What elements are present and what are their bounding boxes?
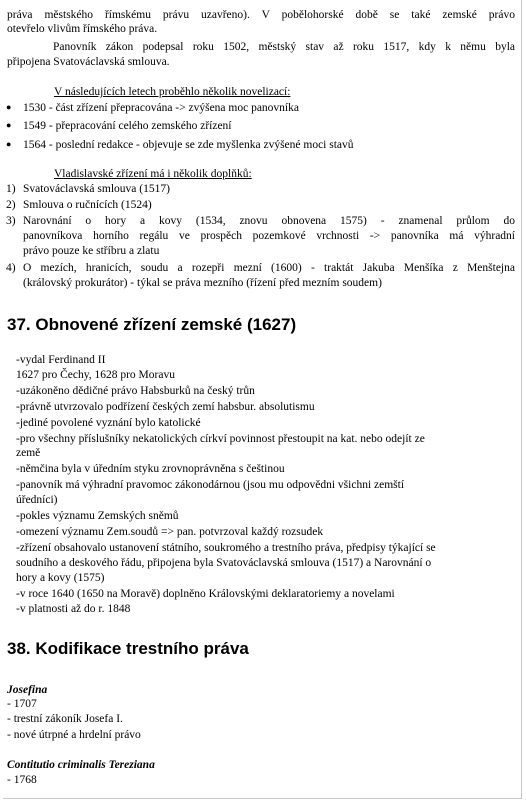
novelizace-item: 1549 - přepracování celého zemského zřízení: [23, 120, 232, 132]
section-38-title: 38. Kodifikace trestního práva: [7, 639, 249, 658]
list-number: 1): [6, 183, 16, 195]
doplnky-item: O mezích, hranicích, soudu a rozepři mezní (1600) - traktát Jakuba Menšíka z Menštejna: [23, 262, 515, 274]
section-37-line: -v platnosti až do r. 1848: [16, 603, 131, 615]
bullet-icon: ●: [6, 120, 12, 130]
tereziana-heading: Contitutio criminalis Tereziana: [7, 759, 155, 771]
doplnky-item-cont: právo pouze ke stříbru a zlatu: [23, 245, 160, 257]
section-37-line: -uzákoněno dědičné právo Habsburků na český trůn: [16, 385, 255, 397]
novelizace-heading: V následujících letech proběhlo několik novelizací:: [54, 86, 291, 98]
josefina-line: - trestní zákoník Josefa I.: [7, 713, 123, 725]
intro-line-2: otevřelo vlivům římského práva.: [7, 23, 158, 35]
section-37-line: -vydal Ferdinand II: [16, 354, 106, 366]
josefina-heading: Josefina: [7, 684, 48, 696]
section-37-line: 1627 pro Čechy, 1628 pro Moravu: [16, 369, 175, 381]
section-37-line: -pokles významu Zemských sněmů: [16, 510, 179, 522]
josefina-line: - nové útrpné a hrdelní právo: [7, 729, 141, 741]
doplnky-item-cont: (královský prokurátor) - týkal se práva mezního (řízení před mezním soudem): [23, 277, 382, 289]
list-number: 4): [6, 262, 16, 274]
tereziana-line: - 1768: [7, 774, 37, 786]
section-37-line: úředníci): [16, 494, 58, 506]
section-37-line: -jediné povolené vyznání bylo katolické: [16, 417, 201, 429]
bullet-icon: ●: [6, 102, 12, 112]
doplnky-item: Narovnání o hory a kovy (1534, znovu obnovena 1575) - znamenal průlom do: [23, 215, 515, 227]
intro-line-4: připojena Svatováclavská smlouva.: [7, 56, 170, 68]
section-37-line: země: [16, 447, 41, 459]
bullet-icon: ●: [6, 139, 12, 149]
doplnky-heading: Vladislavské zřízení má i několik doplňků:: [54, 168, 252, 180]
section-37-line: soudního a deskového řádu, připojena byla Svatováclavská smlouva (1517) a Narovnání o: [16, 557, 432, 569]
doplnky-item: Smlouva o ručnících (1524): [23, 199, 152, 211]
intro-line-3: Panovník zákon podepsal roku 1502, městský stav až roku 1517, kdy k němu byla: [53, 41, 515, 53]
section-37-line: -němčina byla v úředním styku zrovnoprávněna s češtinou: [16, 463, 285, 475]
novelizace-item: 1530 - část zřízení přepracována -> zvýšena moc panovníka: [23, 102, 299, 114]
doplnky-item-cont: panovníkova horního regálu ve prospěch pozemkové vrchnosti -> panovníka má výhradní: [23, 230, 515, 242]
novelizace-item: 1564 - poslední redakce - objevuje se zde myšlenka zvýšené moci stavů: [23, 139, 354, 151]
section-37-line: -zřízení obsahovalo ustanovení státního, soukromého a trestního práva, předpisy týkající se: [16, 542, 436, 554]
section-37-line: -panovník má výhradní pravomoc zákonodárnou (jsou mu odpovědni všichni zemští: [16, 479, 405, 491]
list-number: 3): [6, 215, 16, 227]
section-37-line: -pro všechny příslušníky nekatolických církví povinnost přestoupit na kat. nebo odejít ze: [16, 433, 425, 445]
section-37-line: -právně utvrzovalo podřízení českých zemí habsbur. absolutismu: [16, 401, 315, 413]
section-37-line: hory a kovy (1575): [16, 572, 105, 584]
section-37-title: 37. Obnovené zřízení zemské (1627): [7, 315, 297, 334]
intro-line-1: práva městského římskému právu uzavřeno). V pobělohorské době se také zemské právo: [7, 9, 515, 21]
list-number: 2): [6, 199, 16, 211]
section-37-line: -omezení významu Zem.soudů => pan. potvrzoval každý rozsudek: [16, 526, 324, 538]
doplnky-item: Svatováclavská smlouva (1517): [23, 183, 170, 195]
section-37-line: -v roce 1640 (1650 na Moravě) doplněno Královskými deklaratoriemy a novelami: [16, 588, 395, 600]
josefina-line: - 1707: [7, 698, 37, 710]
